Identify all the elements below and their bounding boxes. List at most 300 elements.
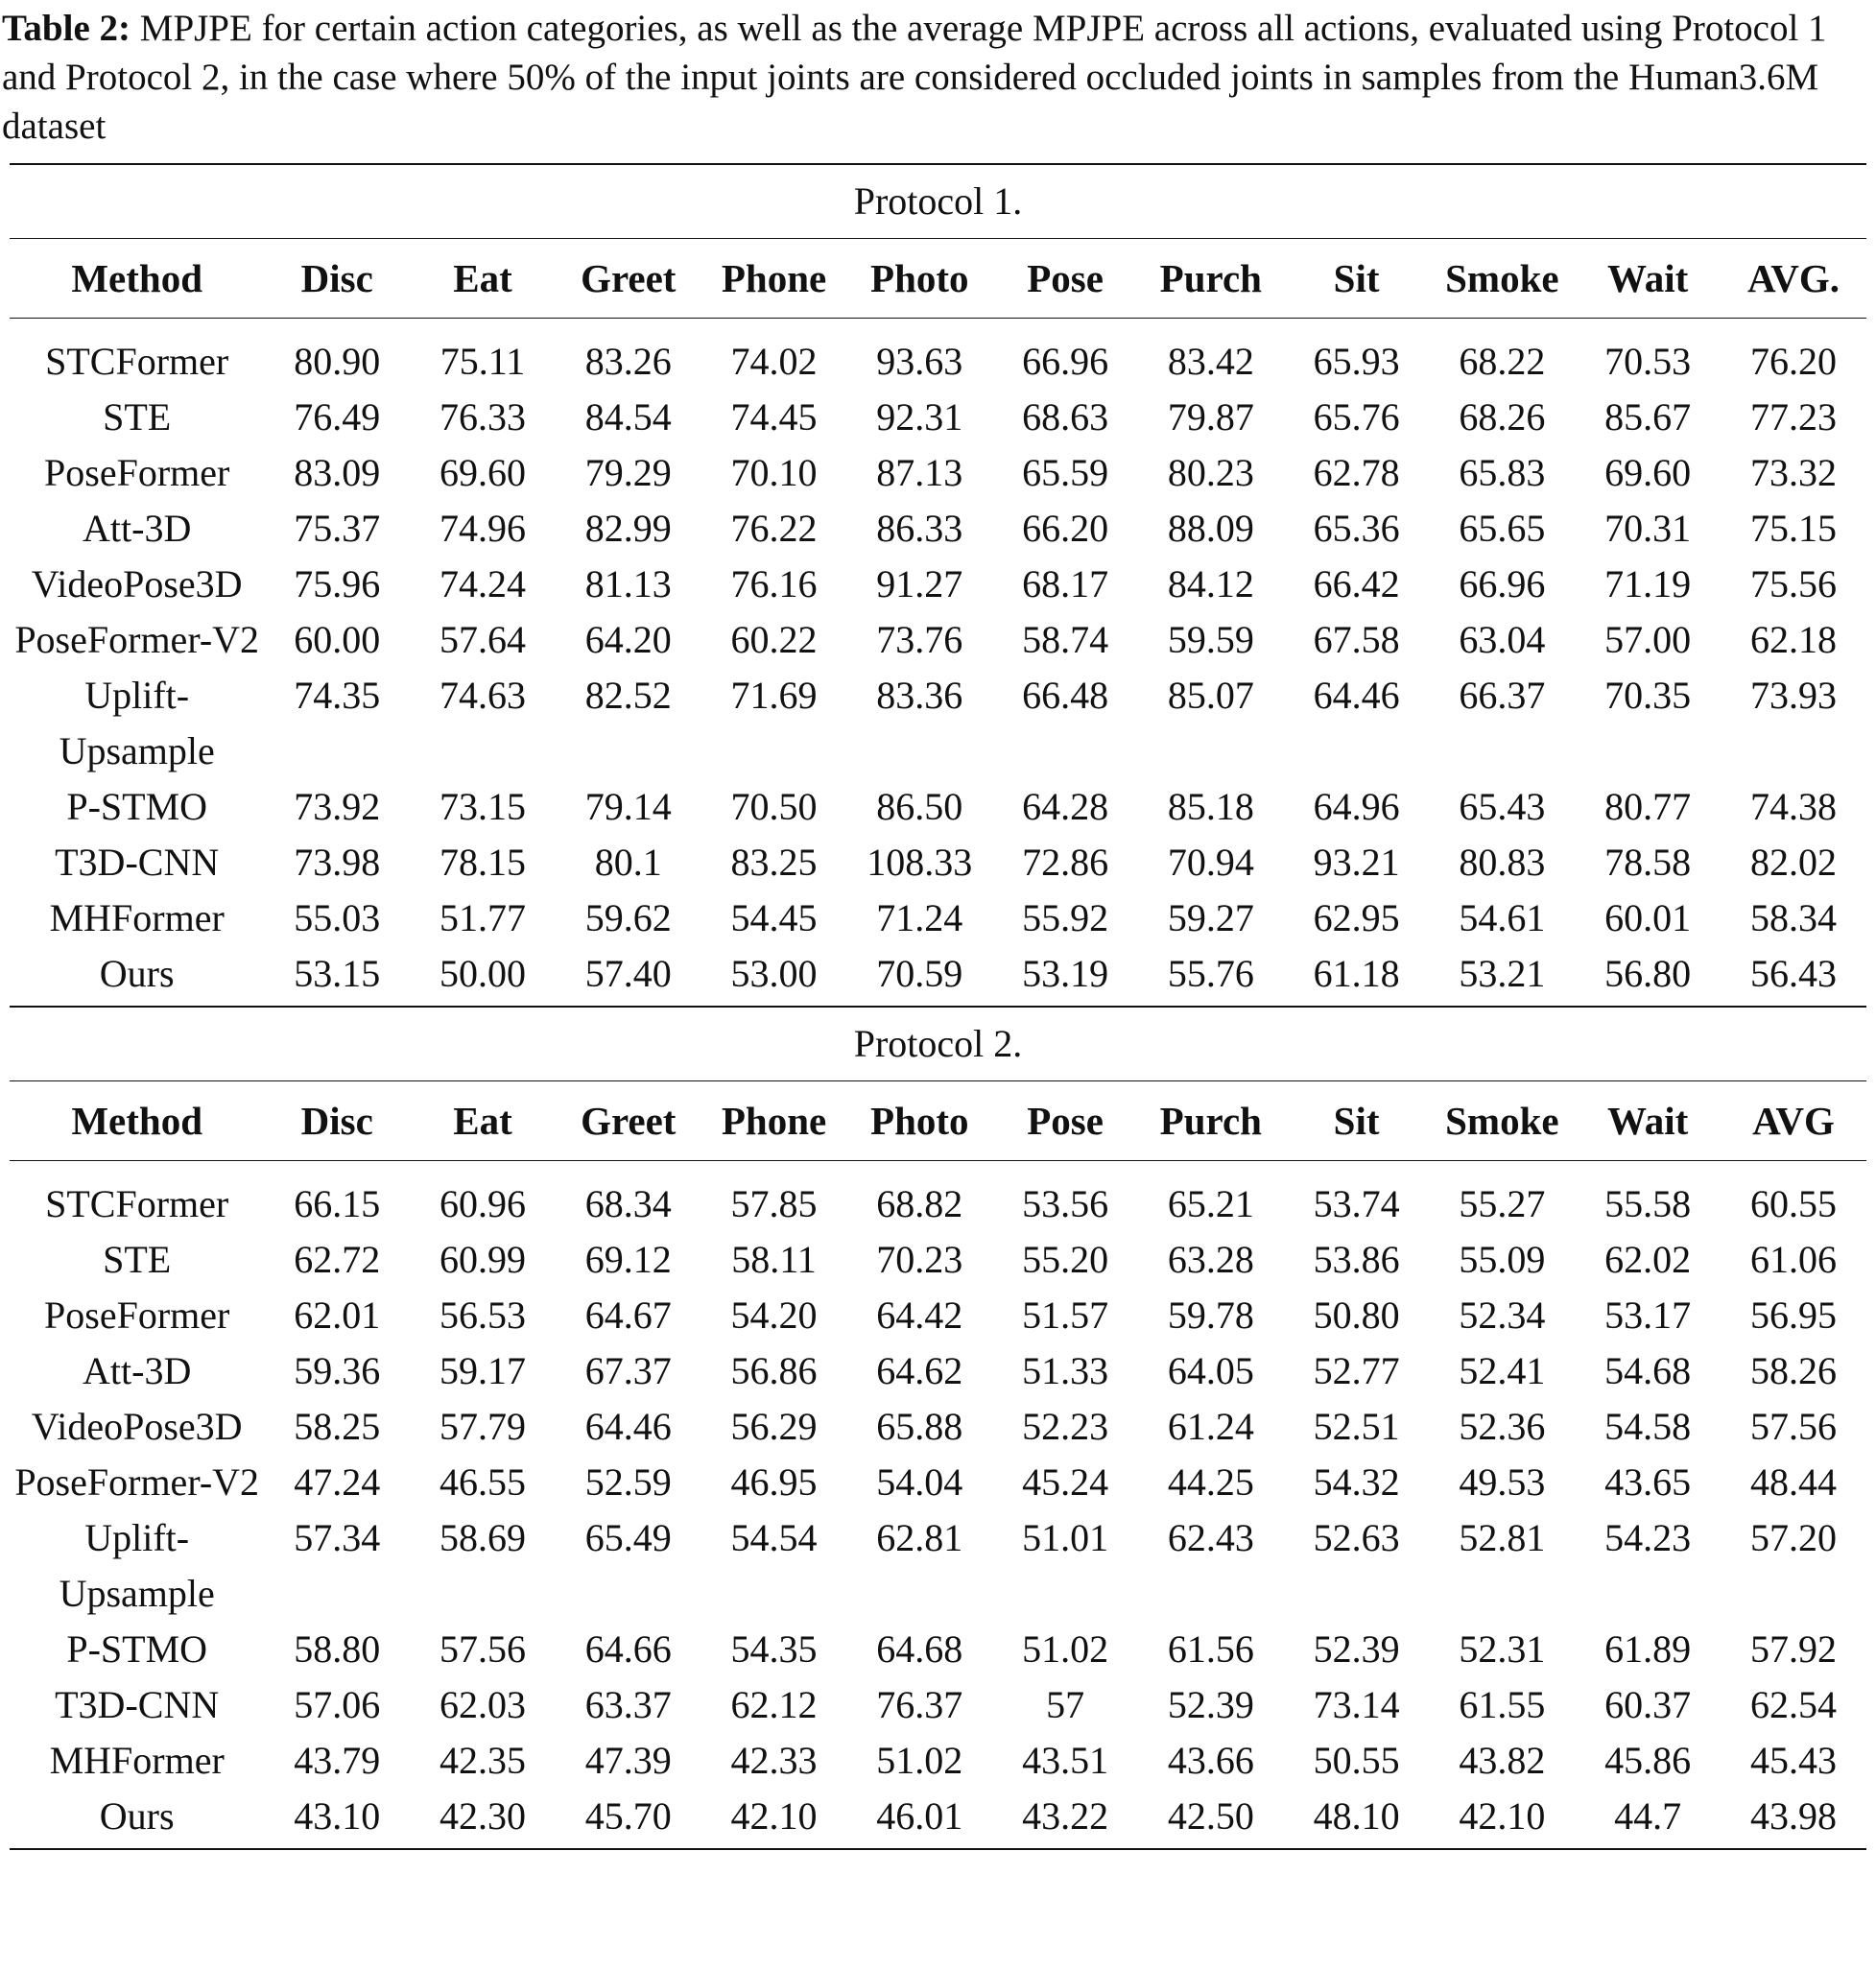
method-cell: PoseFormer-V2 [14, 618, 260, 661]
value-cell: 59.62 [584, 896, 672, 939]
value-cell: 62.43 [1167, 1516, 1254, 1559]
bottom-rule [10, 1849, 1866, 1850]
value-cell: 61.89 [1604, 1627, 1692, 1671]
value-cell: 42.50 [1167, 1794, 1254, 1838]
protocol1-title: Protocol 1. [10, 164, 1866, 239]
value-cell: 61.56 [1167, 1627, 1254, 1671]
value-cell: 55.58 [1604, 1182, 1692, 1225]
value-cell: 62.95 [1313, 896, 1400, 939]
table-row [10, 1789, 1866, 1849]
value-cell: 91.27 [876, 562, 963, 605]
table-row [10, 334, 1866, 390]
table-row [10, 946, 1866, 1007]
value-cell: 65.36 [1313, 507, 1400, 550]
value-cell: 43.82 [1459, 1739, 1546, 1782]
method-cell: Att-3D [83, 1349, 192, 1392]
value-cell: 57.06 [294, 1683, 381, 1726]
value-cell: 56.29 [730, 1405, 818, 1448]
column-header: Wait [1575, 1081, 1721, 1161]
value-cell: 51.02 [876, 1739, 963, 1782]
results-table [10, 163, 1866, 1850]
column-header: Phone [701, 239, 847, 319]
value-cell: 75.11 [439, 340, 526, 383]
value-cell: 73.76 [876, 618, 963, 661]
value-cell: 64.96 [1313, 785, 1400, 828]
column-header: AVG. [1721, 239, 1866, 319]
method-cell: P-STMO [66, 785, 208, 828]
value-cell: 52.77 [1313, 1349, 1400, 1392]
value-cell: 54.20 [730, 1294, 818, 1337]
value-cell: 60.99 [439, 1238, 526, 1281]
value-cell: 63.37 [584, 1683, 672, 1726]
value-cell: 82.52 [584, 674, 672, 717]
value-cell: 88.09 [1167, 507, 1254, 550]
value-cell: 42.30 [439, 1794, 526, 1838]
value-cell: 62.03 [439, 1683, 526, 1726]
value-cell: 69.12 [584, 1238, 672, 1281]
value-cell: 73.32 [1750, 451, 1837, 494]
value-cell: 48.10 [1313, 1794, 1400, 1838]
value-cell: 59.27 [1167, 896, 1254, 939]
method-cell: Ours [99, 1794, 175, 1838]
value-cell: 74.96 [439, 507, 526, 550]
value-cell: 42.10 [730, 1794, 818, 1838]
value-cell: 83.36 [876, 674, 963, 717]
protocol1-section [10, 164, 1866, 1007]
value-cell: 53.00 [730, 952, 818, 995]
value-cell: 56.86 [730, 1349, 818, 1392]
value-cell: 42.33 [730, 1739, 818, 1782]
value-cell: 64.46 [584, 1405, 672, 1448]
value-cell: 83.26 [584, 340, 672, 383]
column-header: Eat [410, 239, 556, 319]
value-cell: 73.93 [1750, 674, 1837, 717]
value-cell: 51.02 [1022, 1627, 1109, 1671]
value-cell: 43.10 [294, 1794, 381, 1838]
value-cell: 60.37 [1604, 1683, 1692, 1726]
value-cell: 65.93 [1313, 340, 1400, 383]
value-cell: 57 [1046, 1683, 1085, 1726]
value-cell: 43.79 [294, 1739, 381, 1782]
value-cell: 70.53 [1604, 340, 1692, 383]
caption-text: MPJPE for certain action categories, as well as the average MPJPE across all actions, evaluated using Protocol 1 and Protocol 2, in the case where 50% of the input joints are considered occluded joints in samples from the Human3.6M dataset [2, 8, 1827, 147]
method-cell: VideoPose3D [31, 1405, 243, 1448]
value-cell: 74.35 [294, 674, 381, 717]
value-cell: 74.24 [439, 562, 526, 605]
column-header: AVG [1721, 1081, 1866, 1161]
value-cell: 52.63 [1313, 1516, 1400, 1559]
value-cell: 54.04 [876, 1460, 963, 1504]
value-cell: 51.01 [1022, 1516, 1109, 1559]
value-cell: 83.42 [1167, 340, 1254, 383]
value-cell: 60.00 [294, 618, 381, 661]
column-header: Sit [1284, 239, 1430, 319]
column-header: Method [10, 1081, 264, 1161]
table-row [10, 1176, 1866, 1232]
column-header: Method [10, 239, 264, 319]
value-cell: 61.55 [1459, 1683, 1546, 1726]
value-cell: 83.09 [294, 451, 381, 494]
value-cell: 55.09 [1459, 1238, 1546, 1281]
method-cell: T3D-CNN [55, 841, 220, 884]
value-cell: 64.67 [584, 1294, 672, 1337]
value-cell: 49.53 [1459, 1460, 1546, 1504]
value-cell: 61.06 [1750, 1238, 1837, 1281]
value-cell: 58.80 [294, 1627, 381, 1671]
method-cell: T3D-CNN [55, 1683, 220, 1726]
value-cell: 74.63 [439, 674, 526, 717]
value-cell: 43.65 [1604, 1460, 1692, 1504]
value-cell: 45.86 [1604, 1739, 1692, 1782]
value-cell: 108.33 [867, 841, 973, 884]
value-cell: 76.37 [876, 1683, 963, 1726]
value-cell: 64.66 [584, 1627, 672, 1671]
protocol1-header-row [10, 239, 1866, 319]
value-cell: 76.22 [730, 507, 818, 550]
value-cell: 53.74 [1313, 1182, 1400, 1225]
value-cell: 55.03 [294, 896, 381, 939]
method-cell: MHFormer [49, 896, 225, 939]
value-cell: 66.48 [1022, 674, 1109, 717]
value-cell: 79.29 [584, 451, 672, 494]
value-cell: 61.18 [1313, 952, 1400, 995]
value-cell: 62.01 [294, 1294, 381, 1337]
value-cell: 53.17 [1604, 1294, 1692, 1337]
value-cell: 51.57 [1022, 1294, 1109, 1337]
value-cell: 58.69 [439, 1516, 526, 1559]
value-cell: 55.27 [1459, 1182, 1546, 1225]
value-cell: 70.59 [876, 952, 963, 995]
method-cell: STE [103, 395, 172, 439]
value-cell: 62.72 [294, 1238, 381, 1281]
value-cell: 57.85 [730, 1182, 818, 1225]
value-cell: 68.26 [1459, 395, 1546, 439]
value-cell: 55.76 [1167, 952, 1254, 995]
column-header: Pose [992, 239, 1138, 319]
value-cell: 65.76 [1313, 395, 1400, 439]
table-row [10, 612, 1866, 668]
value-cell: 80.83 [1459, 841, 1546, 884]
value-cell: 44.25 [1167, 1460, 1254, 1504]
method-cell: Uplift-Upsample [59, 674, 215, 772]
method-cell: STCFormer [45, 1182, 229, 1225]
value-cell: 64.62 [876, 1349, 963, 1392]
value-cell: 52.59 [584, 1460, 672, 1504]
value-cell: 47.24 [294, 1460, 381, 1504]
value-cell: 64.05 [1167, 1349, 1254, 1392]
value-cell: 57.20 [1750, 1516, 1837, 1559]
value-cell: 66.96 [1459, 562, 1546, 605]
value-cell: 43.66 [1167, 1739, 1254, 1782]
value-cell: 71.19 [1604, 562, 1692, 605]
table-row [10, 557, 1866, 612]
value-cell: 53.56 [1022, 1182, 1109, 1225]
value-cell: 57.00 [1604, 618, 1692, 661]
value-cell: 62.54 [1750, 1683, 1837, 1726]
value-cell: 79.87 [1167, 395, 1254, 439]
method-cell: Att-3D [83, 507, 192, 550]
protocol2-title: Protocol 2. [10, 1007, 1866, 1081]
value-cell: 60.96 [439, 1182, 526, 1225]
value-cell: 79.14 [584, 785, 672, 828]
value-cell: 53.19 [1022, 952, 1109, 995]
value-cell: 50.55 [1313, 1739, 1400, 1782]
value-cell: 67.37 [584, 1349, 672, 1392]
value-cell: 56.95 [1750, 1294, 1837, 1337]
value-cell: 65.21 [1167, 1182, 1254, 1225]
value-cell: 58.74 [1022, 618, 1109, 661]
value-cell: 66.15 [294, 1182, 381, 1225]
table-row [10, 1622, 1866, 1677]
value-cell: 66.96 [1022, 340, 1109, 383]
value-cell: 59.36 [294, 1349, 381, 1392]
column-header: Greet [556, 239, 701, 319]
method-cell: MHFormer [49, 1739, 225, 1782]
column-header: Photo [846, 1081, 992, 1161]
value-cell: 57.34 [294, 1516, 381, 1559]
value-cell: 46.55 [439, 1460, 526, 1504]
value-cell: 62.78 [1313, 451, 1400, 494]
value-cell: 69.60 [439, 451, 526, 494]
value-cell: 70.35 [1604, 674, 1692, 717]
value-cell: 62.18 [1750, 618, 1837, 661]
value-cell: 53.21 [1459, 952, 1546, 995]
value-cell: 65.88 [876, 1405, 963, 1448]
value-cell: 66.42 [1313, 562, 1400, 605]
value-cell: 48.44 [1750, 1460, 1837, 1504]
value-cell: 50.00 [439, 952, 526, 995]
value-cell: 76.20 [1750, 340, 1837, 383]
value-cell: 58.34 [1750, 896, 1837, 939]
value-cell: 56.53 [439, 1294, 526, 1337]
method-cell: PoseFormer [44, 451, 230, 494]
column-header: Smoke [1429, 239, 1575, 319]
value-cell: 43.51 [1022, 1739, 1109, 1782]
value-cell: 52.36 [1459, 1405, 1546, 1448]
value-cell: 45.24 [1022, 1460, 1109, 1504]
value-cell: 46.01 [876, 1794, 963, 1838]
table-row [10, 779, 1866, 835]
value-cell: 80.90 [294, 340, 381, 383]
method-cell: STCFormer [45, 340, 229, 383]
value-cell: 78.58 [1604, 841, 1692, 884]
value-cell: 52.39 [1167, 1683, 1254, 1726]
value-cell: 83.25 [730, 841, 818, 884]
value-cell: 59.17 [439, 1349, 526, 1392]
column-header: Pose [992, 1081, 1138, 1161]
method-cell: VideoPose3D [31, 562, 243, 605]
table-row [10, 1455, 1866, 1510]
value-cell: 72.86 [1022, 841, 1109, 884]
value-cell: 85.07 [1167, 674, 1254, 717]
value-cell: 80.77 [1604, 785, 1692, 828]
value-cell: 58.26 [1750, 1349, 1837, 1392]
value-cell: 81.13 [584, 562, 672, 605]
value-cell: 80.23 [1167, 451, 1254, 494]
table-row [10, 501, 1866, 557]
value-cell: 54.68 [1604, 1349, 1692, 1392]
value-cell: 85.67 [1604, 395, 1692, 439]
value-cell: 65.49 [584, 1516, 672, 1559]
table-row [10, 835, 1866, 890]
value-cell: 76.49 [294, 395, 381, 439]
value-cell: 68.22 [1459, 340, 1546, 383]
value-cell: 52.39 [1313, 1627, 1400, 1671]
value-cell: 71.69 [730, 674, 818, 717]
table-row [10, 668, 1866, 779]
value-cell: 55.20 [1022, 1238, 1109, 1281]
value-cell: 74.38 [1750, 785, 1837, 828]
column-header: Sit [1284, 1081, 1430, 1161]
value-cell: 66.20 [1022, 507, 1109, 550]
value-cell: 62.81 [876, 1516, 963, 1559]
value-cell: 64.42 [876, 1294, 963, 1337]
value-cell: 63.28 [1167, 1238, 1254, 1281]
value-cell: 73.92 [294, 785, 381, 828]
value-cell: 75.15 [1750, 507, 1837, 550]
value-cell: 77.23 [1750, 395, 1837, 439]
value-cell: 64.68 [876, 1627, 963, 1671]
value-cell: 71.24 [876, 896, 963, 939]
value-cell: 60.22 [730, 618, 818, 661]
value-cell: 82.99 [584, 507, 672, 550]
value-cell: 61.24 [1167, 1405, 1254, 1448]
value-cell: 46.95 [730, 1460, 818, 1504]
value-cell: 65.43 [1459, 785, 1546, 828]
value-cell: 58.25 [294, 1405, 381, 1448]
value-cell: 52.81 [1459, 1516, 1546, 1559]
table-caption [2, 4, 1868, 151]
value-cell: 45.70 [584, 1794, 672, 1838]
value-cell: 52.23 [1022, 1405, 1109, 1448]
value-cell: 70.10 [730, 451, 818, 494]
value-cell: 64.46 [1313, 674, 1400, 717]
table-row [10, 890, 1866, 946]
value-cell: 75.96 [294, 562, 381, 605]
value-cell: 51.33 [1022, 1349, 1109, 1392]
value-cell: 68.82 [876, 1182, 963, 1225]
value-cell: 53.15 [294, 952, 381, 995]
value-cell: 86.50 [876, 785, 963, 828]
value-cell: 57.56 [439, 1627, 526, 1671]
protocol2-header-row [10, 1081, 1866, 1161]
value-cell: 80.1 [594, 841, 662, 884]
protocol1-title-row [10, 164, 1866, 239]
value-cell: 59.78 [1167, 1294, 1254, 1337]
value-cell: 73.15 [439, 785, 526, 828]
value-cell: 52.34 [1459, 1294, 1546, 1337]
column-header: Disc [264, 239, 410, 319]
protocol2-title-row [10, 1007, 1866, 1081]
value-cell: 56.80 [1604, 952, 1692, 995]
method-cell: PoseFormer [44, 1294, 230, 1337]
table-row [10, 1232, 1866, 1288]
value-cell: 84.12 [1167, 562, 1254, 605]
method-cell: Ours [99, 952, 175, 995]
value-cell: 63.04 [1459, 618, 1546, 661]
value-cell: 47.39 [584, 1739, 672, 1782]
value-cell: 86.33 [876, 507, 963, 550]
value-cell: 85.18 [1167, 785, 1254, 828]
value-cell: 42.35 [439, 1739, 526, 1782]
column-header: Eat [410, 1081, 556, 1161]
value-cell: 53.86 [1313, 1238, 1400, 1281]
value-cell: 87.13 [876, 451, 963, 494]
table-row [10, 1677, 1866, 1733]
table-row [10, 390, 1866, 445]
value-cell: 74.45 [730, 395, 818, 439]
value-cell: 52.41 [1459, 1349, 1546, 1392]
column-header: Smoke [1429, 1081, 1575, 1161]
caption-label: Table 2: [2, 8, 131, 49]
value-cell: 56.43 [1750, 952, 1837, 995]
method-cell: P-STMO [66, 1627, 208, 1671]
method-cell: Uplift-Upsample [59, 1516, 215, 1615]
value-cell: 54.54 [730, 1516, 818, 1559]
table-row [10, 1399, 1866, 1455]
value-cell: 54.23 [1604, 1516, 1692, 1559]
column-header: Photo [846, 239, 992, 319]
value-cell: 58.11 [731, 1238, 817, 1281]
value-cell: 82.02 [1750, 841, 1837, 884]
column-header: Wait [1575, 239, 1721, 319]
value-cell: 52.51 [1313, 1405, 1400, 1448]
value-cell: 64.28 [1022, 785, 1109, 828]
value-cell: 64.20 [584, 618, 672, 661]
value-cell: 70.50 [730, 785, 818, 828]
value-cell: 70.31 [1604, 507, 1692, 550]
value-cell: 50.80 [1313, 1294, 1400, 1337]
value-cell: 57.40 [584, 952, 672, 995]
value-cell: 60.01 [1604, 896, 1692, 939]
value-cell: 93.21 [1313, 841, 1400, 884]
column-header: Phone [701, 1081, 847, 1161]
value-cell: 60.55 [1750, 1182, 1837, 1225]
value-cell: 75.37 [294, 507, 381, 550]
value-cell: 54.32 [1313, 1460, 1400, 1504]
value-cell: 57.64 [439, 618, 526, 661]
value-cell: 43.98 [1750, 1794, 1837, 1838]
method-cell: STE [103, 1238, 172, 1281]
value-cell: 45.43 [1750, 1739, 1837, 1782]
value-cell: 65.59 [1022, 451, 1109, 494]
value-cell: 70.23 [876, 1238, 963, 1281]
value-cell: 66.37 [1459, 674, 1546, 717]
table-row [10, 445, 1866, 501]
value-cell: 62.02 [1604, 1238, 1692, 1281]
value-cell: 73.98 [294, 841, 381, 884]
value-cell: 52.31 [1459, 1627, 1546, 1671]
column-header: Purch [1138, 239, 1284, 319]
value-cell: 74.02 [730, 340, 818, 383]
value-cell: 44.7 [1614, 1794, 1682, 1838]
value-cell: 92.31 [876, 395, 963, 439]
value-cell: 76.33 [439, 395, 526, 439]
protocol2-section [10, 1007, 1866, 1850]
value-cell: 51.77 [439, 896, 526, 939]
value-cell: 57.79 [439, 1405, 526, 1448]
table-row [10, 1288, 1866, 1343]
value-cell: 62.12 [730, 1683, 818, 1726]
table-row [10, 1510, 1866, 1622]
value-cell: 54.45 [730, 896, 818, 939]
value-cell: 67.58 [1313, 618, 1400, 661]
value-cell: 68.34 [584, 1182, 672, 1225]
value-cell: 93.63 [876, 340, 963, 383]
value-cell: 73.14 [1313, 1683, 1400, 1726]
value-cell: 76.16 [730, 562, 818, 605]
value-cell: 65.83 [1459, 451, 1546, 494]
